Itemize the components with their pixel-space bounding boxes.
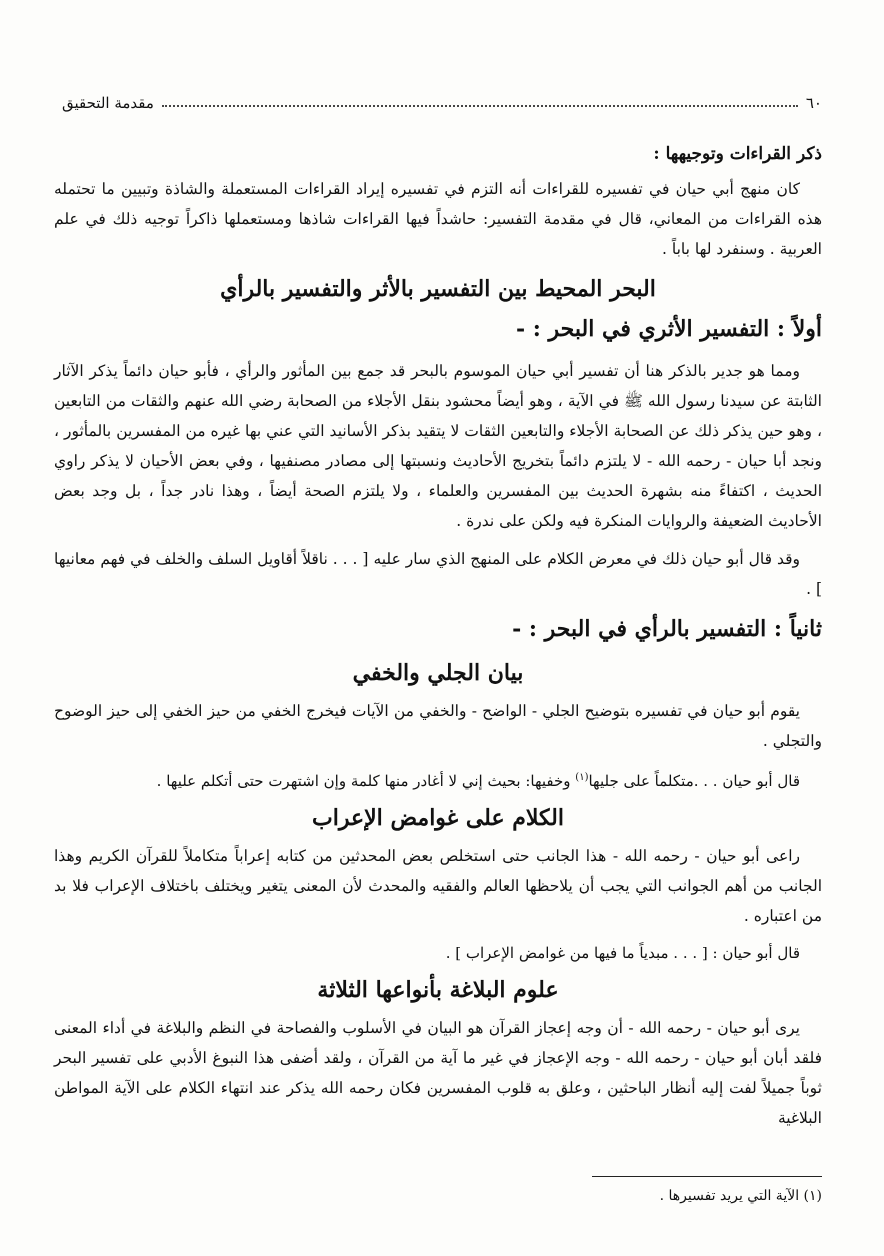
running-title: مقدمة التحقيق [62,94,154,112]
paragraph-readings: كان منهج أبي حيان في تفسيره للقراءات أنه التزم في تفسيره إيراد القراءات المستعملة والشاذة وتبيين ما تحتمله هذه القراءات من المعاني، قال في مقدمة التفسير: حاشداً فيها القراءات شاذها ومستعملها ذاكراً توجيه ذلك في علم العربية . وسنفرد لها باباً . [54,180,822,258]
title-jali-khafi: بيان الجلي والخفي [352,660,524,686]
quote-part-a: قال أبو حيان . . .متكلماً على جليها [588,772,800,790]
section-first-athari: أولاً : التفسير الأثري في البحر : - [515,316,822,342]
page-body [54,140,822,1141]
header-dot-leader [162,105,798,107]
title-iraab: الكلام على غوامض الإعراب [312,805,564,831]
quote-iraab: قال أبو حيان : [ . . . مبدياً ما فيها من غوامض الإعراب ] . [445,944,800,962]
heading-readings: ذكر القراءات وتوجيهها : [653,144,822,164]
paragraph-athari: ومما هو جدير بالذكر هنا أن تفسير أبي حيان الموسوم بالبحر قد جمع بين المأثور والرأي ، فأبو حيان دائماً يذكر الآثار الثابتة عن سيدنا رسول الله ﷺ في الآية ، وهو أيضاً محشود بنقل الأجلاء من الصحابة رضي الله عنهم والثقات من التابعين ، وهو حين يذكر ذلك عن الصحابة الأجلاء والتابعين الثقات لا يتقيد بذكر الأسانيد التي عني بها غيره من المفسرين بالمأثور ، ونجد أبا حيان - رحمه الله - لا يلتزم دائماً بتخريج الأحاديث ونسبتها إلى مصادر مصنفيها ، وفي بعض الأحيان لا يذكر راوي الحديث ، اكتفاءً منه بشهرة الحديث بين المفسرين والعلماء ، ولا يلتزم الصحة أيضاً ، وهذا نادر جداً ، بل وجد بعض الأحاديث الضعيفة والروايات المنكرة فيه ولكن على ندرة . [54,362,822,530]
paragraph-athari-quote: وقد قال أبو حيان ذلك في معرض الكلام على المنهج الذي سار عليه [ . . . ناقلاً أقاويل السلف والخلف في فهم معانيها ] . [54,550,822,598]
footnote-rule [592,1176,822,1177]
paragraph-balagha: يرى أبو حيان - رحمه الله - أن وجه إعجاز القرآن هو البيان في الأسلوب والفصاحة في النظم والبلاغة في أداء المعنى فلقد أبان أبو حيان - رحمه الله - وجه الإعجاز في غير ما آية من القرآن ، ولقد أضفى هذا النبوغ الأدبي على تفسير البحر ثوباً جميلاً لفت إليه أنظار الباحثين ، وعلق به قلوب المفسرين فكان رحمه الله يذكر عند انتهاء الكلام على الآية المواطن البلاغية [54,1019,822,1127]
page-number: ٦٠ [805,94,822,112]
paragraph-iraab: راعى أبو حيان - رحمه الله - هذا الجانب حتى استخلص بعض المحدثين من كتابه إعراباً متكاملاً للقرآن الكريم وهذا الجانب من أهم الجوانب التي يجب أن يلاحظها العالم والفقيه والمحدث لأن المعنى يتغير ويختلف باختلاف الإعراب فلا بد من اعتباره . [54,847,822,925]
title-balagha: علوم البلاغة بأنواعها الثلاثة [317,977,559,1003]
footnote: (١) الآية التي يريد تفسيرها . [659,1188,822,1204]
running-header [62,90,822,112]
section-second-ray: ثانياً : التفسير بالرأي في البحر : - [512,616,822,642]
quote-jali-khafi [54,764,822,795]
title-bahr-athar-ray: البحر المحيط بين التفسير بالأثر والتفسير بالرأي [220,276,656,302]
quote-part-b: وخفيها: بحيث إني لا أغادر منها كلمة وإن اشتهرت حتى أتكلم عليها . [156,772,576,790]
footnote-marker: (١) [575,772,589,783]
paragraph-jali-khafi: يقوم أبو حيان في تفسيره بتوضيح الجلي - الواضح - والخفي من الآيات فيخرج الخفي من حيز الخفي إلى حيز الوضوح والتجلي . [54,702,822,750]
